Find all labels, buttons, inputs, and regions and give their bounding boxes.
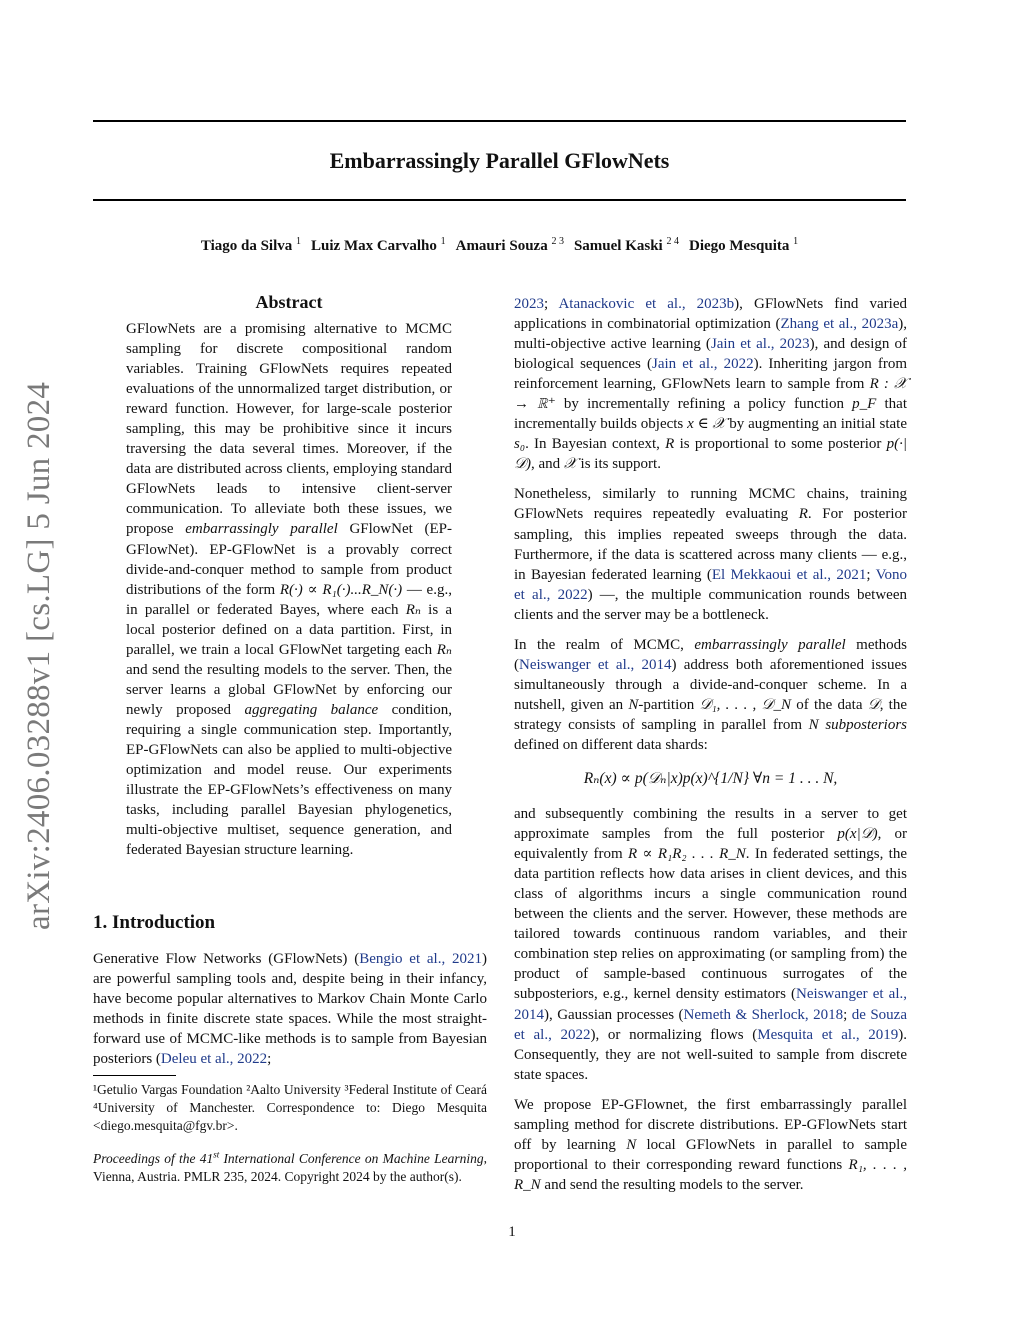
right-column xyxy=(514,294,907,1195)
inline-math: R : 𝒳 → ℝ⁺ xyxy=(514,376,907,413)
inline-math: R₁, . . . , R_N xyxy=(514,1156,907,1193)
emphasis: subposteriors xyxy=(825,716,908,733)
emphasis: embarrassingly parallel xyxy=(694,636,846,653)
abstract-section xyxy=(126,292,452,860)
author-affiliation: 2 4 xyxy=(666,236,679,247)
inline-math: R(·) ∝ R₁(·)...R_N(·) xyxy=(279,581,403,598)
abstract-title: Abstract xyxy=(255,292,323,312)
author-name: Tiago da Silva $^1$ xyxy=(200,236,302,254)
citation-link[interactable]: Deleu et al., 2022 xyxy=(160,1051,268,1068)
author-affiliation: 1 xyxy=(440,236,446,247)
title-rule-bottom xyxy=(93,199,906,201)
inline-math: p(·|𝒟) xyxy=(514,436,907,473)
citation-link[interactable]: Zhang et al., 2023a xyxy=(780,316,899,333)
affiliations-footnote: ¹Getulio Vargas Foundation ²Aalto University ³Federal Institute of Ceará ⁴University of Manchester. Correspondence to: Diego Mesquita <diego.mesquita@fgv.br>. xyxy=(93,1082,487,1133)
citation-link[interactable]: Atanackovic et al., 2023b xyxy=(558,296,735,312)
author-name: Luiz Max Carvalho $^1$ xyxy=(311,236,446,254)
citation-link[interactable]: Bengio et al., 2021 xyxy=(359,951,482,967)
inline-math: 𝒟 xyxy=(867,696,880,713)
introduction-section xyxy=(93,912,487,1069)
proceedings-footnote: Proceedings of the 41st International Conference on Machine Learning, Vienna, Austria. PMLR 235, 2024. Copyright 2024 by the author(s). xyxy=(93,1149,487,1184)
citation-link[interactable]: de Souza et al., 2022 xyxy=(514,1006,907,1043)
author-list xyxy=(93,236,906,255)
section-heading: 1. Introduction xyxy=(93,912,216,933)
inline-math: s₀ xyxy=(514,436,526,453)
inline-math: R xyxy=(798,506,808,523)
author-name: Amauri Souza $^{2 3}$ xyxy=(455,236,564,254)
citation-link[interactable]: Jain et al., 2022 xyxy=(651,356,754,373)
author-affiliation: 1 xyxy=(793,236,799,247)
equation-subposterior: Rₙ(x) ∝ p(𝒟ₙ|x)p(x)^{1/N} ∀n = 1 . . . N, xyxy=(583,770,838,788)
citation-link[interactable]: Mesquita et al., 2019 xyxy=(757,1026,899,1043)
emphasis: embarrassingly parallel xyxy=(185,521,338,538)
inline-math: 𝒟₁, . . . , 𝒟_N xyxy=(699,696,791,713)
footnote-rule xyxy=(93,1075,176,1076)
inline-math: x ∈ 𝒳 xyxy=(687,416,726,433)
citation-link[interactable]: 2023 xyxy=(514,296,544,312)
inline-math: p_F xyxy=(852,396,877,413)
body-paragraph: We propose EP-GFlownet, the first embarrassingly parallel sampling method for discrete distributions. EP-GFlowNets start off by learning N local GFlowNets in parallel to sample proportional to their corresponding reward functions R₁, . . . , R_N and send the resulting models to the server. xyxy=(514,1096,907,1193)
body-paragraph: Nonetheless, similarly to running MCMC chains, training GFlowNets requires repeatedly evaluating R. For posterior sampling, this implies repeated sweeps through the data. Furthermore, if the data is scattered across many clients — e.g., in Bayesian federated learning (El Mekkaoui et al., 2021; Vono et al., 2022) —, the multiple communication rounds between clients and the server may be a bottleneck. xyxy=(514,486,908,623)
inline-math: N xyxy=(628,696,639,713)
inline-math: N xyxy=(808,716,819,733)
citation-link[interactable]: Neiswanger et al., 2014 xyxy=(519,656,672,673)
inline-math: Rₙ xyxy=(436,641,452,658)
arxiv-identifier: arXiv:2406.03288v1 [cs.LG] 5 Jun 2024 xyxy=(21,381,57,930)
intro-paragraph: Generative Flow Networks (GFlowNets) (Bengio et al., 2021) are powerful sampling tools and, despite being in their infancy, have become popular alternatives to Markov Chain Monte Carlo methods in finite discrete state spaces. While the most straight-forward use of MCMC-like methods is to sample from Bayesian posteriors (Deleu et al., 2022; xyxy=(93,951,487,1068)
inline-math: N xyxy=(626,1136,637,1153)
citation-link[interactable]: Nemeth & Sherlock, 2018 xyxy=(683,1006,844,1023)
title-rule-top xyxy=(93,120,906,122)
inline-math: R ∝ R₁R₂ . . . R_N xyxy=(627,846,746,863)
author-name: Samuel Kaski $^{2 4}$ xyxy=(573,236,679,254)
paper-title: Embarrassingly Parallel GFlowNets xyxy=(329,148,670,173)
inline-math: Rₙ xyxy=(405,601,421,618)
abstract-body: GFlowNets are a promising alternative to MCMC sampling for discrete compositional random variables. Training GFlowNets requires repeated evaluations of the unnormalized target distribution, or reward function. However, for large-scale posterior sampling, this may be prohibitive since it incurs traversing the data several times. Moreover, if the data are distributed across clients, employing standard GFlowNets leads to intensive client-server communication. To alleviate both these issues, we propose embarrassingly parallel GFlowNet (EP-GFlowNet). EP-GFlowNet is a provably correct divide-and-conquer method to sample from product distributions of the form R(·) ∝ R₁(·)...R_N(·) — e.g., in parallel or federated Bayes, where each Rₙ is a local posterior defined on a data partition. First, in parallel, we train a local GFlowNet targeting each Rₙ and send the resulting models to the server. Then, the server learns a global GFlowNet by enforcing our newly proposed aggregating balance condition, requiring a single communication step. Importantly, EP-GFlowNets can also be applied to multi-objective optimization and model reuse. Our experiments illustrate the EP-GFlowNets’s effectiveness on many tasks, including parallel Bayesian phylogenetics, multi-objective multiset, sequence generation, and federated Bayesian structure learning. xyxy=(126,321,452,859)
body-paragraph: In the realm of MCMC, embarrassingly parallel methods (Neiswanger et al., 2014) address both aforementioned issues simultaneously through a divide-and-conquer scheme. In a nutshell, given an N-partition 𝒟₁, . . . , 𝒟_N of the data 𝒟, the strategy consists of sampling in parallel from N subposteriors defined on different data shards: xyxy=(514,636,908,753)
citation-link[interactable]: Neiswanger et al., 2014 xyxy=(514,986,907,1023)
inline-math: p(x|𝒟) xyxy=(837,826,878,843)
citation-link[interactable]: El Mekkaoui et al., 2021 xyxy=(711,566,867,583)
inline-math: 𝒳 xyxy=(563,456,577,473)
footnotes xyxy=(93,1081,487,1186)
body-paragraph: 2023; Atanackovic et al., 2023b), GFlowNets find varied applications in combinatorial optimization (Zhang et al., 2023a), multi-objective active learning (Jain et al., 2023), and design of biological sequences (Jain et al., 2022). Inheriting jargon from reinforcement learning, GFlowNets learn to sample from R : 𝒳 → ℝ⁺ by incrementally refining a policy function p_F that incrementally builds objects x ∈ 𝒳 by augmenting an initial state s₀. In Bayesian context, R is proportional to some posterior p(·|𝒟), and 𝒳 is its support. xyxy=(514,296,908,473)
page-number: 1 xyxy=(508,1224,516,1240)
author-name: Diego Mesquita $^1$ xyxy=(688,236,799,254)
author-affiliation: 2 3 xyxy=(551,236,564,247)
body-paragraph: and subsequently combining the results in a server to get approximate samples from the full posterior p(x|𝒟), or equivalently from R ∝ R₁R₂ . . . R_N. In federated settings, the data partition reflects how data arises in client devices, and this class of algorithms incurs a single communication round between the clients and the server. However, these methods are tailored towards continuous random variables, and their combination step relies on approximating (or sampling from) the product of sample-based continuous surrogates of the subposteriors, e.g., kernel density estimators (Neiswanger et al., 2014), Gaussian processes (Nemeth & Sherlock, 2018; de Souza et al., 2022), or normalizing flows (Mesquita et al., 2019). Consequently, they are not well-suited to sample from discrete state spaces. xyxy=(514,806,907,1083)
inline-math: R xyxy=(665,436,675,453)
author-affiliation: 1 xyxy=(296,236,302,247)
citation-link[interactable]: Vono et al., 2022 xyxy=(514,566,907,603)
emphasis: aggregating balance xyxy=(244,701,379,718)
citation-link[interactable]: Jain et al., 2023 xyxy=(710,336,810,353)
